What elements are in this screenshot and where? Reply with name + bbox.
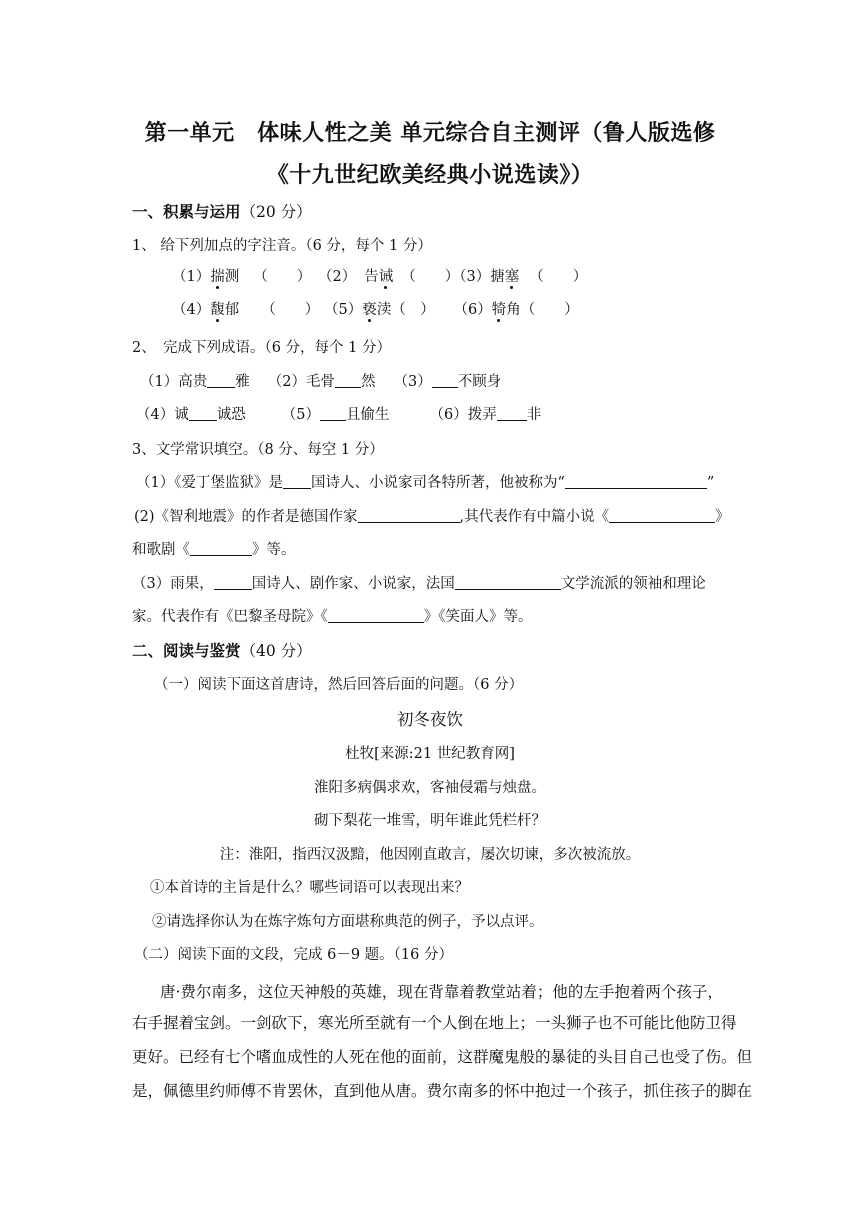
passage-line-3: 更好。已经有七个嗜血成性的人死在他的面前，这群魔鬼般的暴徒的头目自己也受了伤。但	[132, 1048, 753, 1066]
reading-part-1-stem: （一）阅读下面这首唐诗，然后回答后面的问题。（6 分）	[154, 677, 524, 693]
document-title-line-1: 第一单元 体味人性之美 单元综合自主测评（鲁人版选修	[144, 121, 716, 146]
reading-part-2-stem: （二）阅读下面的文段，完成 6－9 题。（16 分）	[134, 947, 453, 963]
answer-parens: （ ）	[520, 302, 579, 318]
fill-blank	[207, 373, 235, 388]
section-2-heading-text: 二、阅读与鉴赏	[132, 642, 241, 660]
poem-question-2: ②请选择你认为在炼字炼句方面堪称典范的例子，予以点评。	[152, 914, 544, 930]
fill-blank	[609, 508, 715, 523]
poem-verse-1: 淮阳多病偶求欢，客袖侵霜与烛盘。	[314, 780, 546, 796]
item-char: 搪	[490, 269, 505, 285]
dotted-char: 揣	[210, 269, 225, 285]
question-3-stem: 3、文学常识填空。（8 分、每空 1 分）	[132, 442, 384, 458]
fill-blank	[432, 373, 458, 388]
idiom-part: （5）	[281, 407, 320, 423]
text-run: ”	[706, 475, 715, 491]
idiom-part: （1）高贵	[140, 374, 208, 390]
fill-blank	[565, 474, 707, 489]
question-1-row-1	[172, 267, 587, 287]
question-3-line-1	[136, 473, 714, 493]
fill-blank	[214, 575, 252, 590]
question-2-stem: 2、 完成下列成语。（6 分，每个 1 分）	[132, 340, 392, 356]
question-3-line-3	[132, 540, 296, 560]
fill-blank	[189, 406, 217, 421]
answer-parens: （ ）	[401, 269, 460, 285]
idiom-part: 然	[360, 374, 376, 390]
idiom-part: （2）毛骨	[267, 374, 335, 390]
fill-blank	[358, 508, 460, 523]
fill-blank	[455, 575, 561, 590]
answer-parens: （ ）	[261, 302, 320, 318]
item-char: 告	[364, 269, 379, 285]
idiom-part: 雅	[235, 374, 250, 390]
answer-parens: （ ）	[253, 269, 312, 285]
text-run: 文学流派的领袖和理论	[560, 576, 706, 592]
poem-question-1: ①本首诗的主旨是什么？哪些词语可以表现出来？	[150, 880, 469, 896]
question-1-row-2	[172, 300, 579, 320]
section-2-heading	[132, 641, 312, 661]
dotted-char: 塞	[504, 269, 520, 285]
fill-blank	[283, 474, 311, 489]
text-run: 》	[715, 509, 730, 525]
poem-note: 注：淮阳，指西汉汲黯，他因刚直敢言，屡次切谏，多次被流放。	[219, 847, 641, 863]
passage-text: 唐·费尔南多，这位天神般的英雄，现在背靠着教堂站着；他的左手抱着两个孩子，	[160, 983, 723, 1001]
item-number: （2）	[325, 269, 357, 285]
item-char: 角	[506, 302, 521, 318]
idiom-part: （6）拨弄	[429, 407, 497, 423]
idiom-part: 非	[526, 407, 542, 423]
section-1-heading	[132, 202, 312, 222]
dotted-char: 诫	[378, 269, 394, 285]
text-run: 家。代表作有《巴黎圣母院》《	[132, 609, 328, 625]
poem-verse-2: 砌下梨花一堆雪，明年谁此凭栏杆？	[314, 813, 546, 829]
text-run: (2)《智利地震》的作者是德国作家	[134, 509, 358, 525]
text-run: 国诗人、剧作家、小说家，法国	[251, 576, 455, 592]
poem-author: 杜牧[来源:21 世纪教育网]	[345, 746, 515, 762]
passage-line-4: 是，佩德里约师傅不肯罢休，直到他从唐。费尔南多的怀中抱过一个孩子，抓住孩子的脚在	[132, 1082, 753, 1100]
question-3-line-5	[132, 607, 533, 627]
text-run: 和歌剧《	[132, 542, 190, 558]
text-run: 》《笑面人》等。	[423, 609, 533, 625]
text-run: （1）《爱丁堡监狱》是	[136, 475, 283, 491]
text-run: 国诗人、小说家司各特所著，他被称为“	[310, 475, 565, 491]
answer-parens: （ ）	[391, 302, 435, 318]
idiom-part: 诚恐	[216, 407, 246, 423]
document-title-line-2: 《十九世纪欧美经典小说选读》）	[266, 163, 594, 188]
section-1-heading-text: 一、积累与运用	[132, 203, 241, 221]
text-run: （3）雨果，	[132, 576, 214, 592]
item-number: （5）	[331, 302, 363, 318]
idiom-part: （3）	[393, 374, 432, 390]
item-number: （1）	[172, 269, 211, 285]
answer-parens: （ ）	[529, 269, 588, 285]
idiom-part: 不顾身	[457, 374, 502, 390]
dotted-char: 犄	[491, 302, 507, 318]
idiom-part: 且偷生	[345, 407, 390, 423]
dotted-char: 亵	[362, 302, 377, 318]
item-number: （4）	[172, 302, 211, 318]
question-3-line-4	[132, 574, 706, 594]
passage-line-1	[160, 980, 732, 1002]
question-2-row-2	[136, 405, 541, 425]
item-char: 测	[224, 269, 240, 285]
item-number: （6）	[460, 302, 492, 318]
fill-blank	[190, 541, 252, 556]
question-3-line-2	[134, 507, 730, 527]
text-run: ,其代表作有中篇小说《	[459, 509, 610, 525]
fill-blank	[497, 406, 527, 421]
section-1-score: （20 分）	[240, 203, 312, 221]
item-char: 郁	[224, 302, 240, 318]
item-number: （3）	[459, 269, 491, 285]
fill-blank	[320, 406, 346, 421]
passage-line-2: 右手握着宝剑。一剑砍下，寒光所至就有一个人倒在地上；一头狮子也不可能比他防卫得	[132, 1014, 737, 1032]
question-1-stem: 1、 给下列加点的字注音。（6 分，每个 1 分）	[132, 238, 432, 254]
idiom-part: （4）诚	[136, 407, 189, 423]
dotted-char: 馥	[210, 302, 225, 318]
fill-blank	[335, 373, 361, 388]
section-2-score: （40 分）	[240, 642, 312, 660]
poem-title: 初冬夜饮	[397, 710, 463, 729]
question-2-row-1	[140, 372, 501, 392]
text-run: 》等。	[252, 542, 296, 558]
fill-blank	[328, 608, 424, 623]
item-char: 渎	[376, 302, 392, 318]
